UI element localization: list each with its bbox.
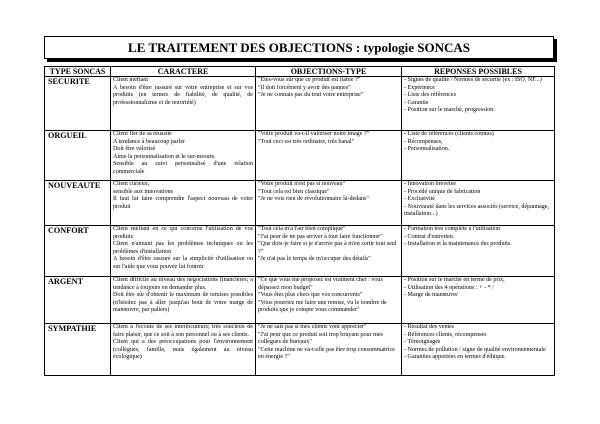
table-row xyxy=(45,77,555,131)
cell-caractere xyxy=(111,181,256,226)
cell-line: - Innovation brevetée xyxy=(404,181,457,187)
cell-line: - Marge de manœuvre xyxy=(404,292,458,299)
cell-line: - Garanties apportées en termes d'éthique. xyxy=(404,354,506,361)
cell-line: sensible aux innovations xyxy=(113,188,173,195)
cell-line: Client fier de sa réussite xyxy=(113,131,172,137)
cell-line: - Nouveauté dans les services associés (service, dépannage, installation...) xyxy=(404,203,550,218)
cell-objections xyxy=(256,277,402,324)
cell-caractere xyxy=(111,226,256,277)
cell-line: Doit être sûr d'obtenir le maximum de remises possibles (n'hésitez pas à aller jusqu'au bout de votre marge de manœuvre, par paliers) xyxy=(113,292,253,314)
table-row xyxy=(45,277,555,324)
cell-line: "Il doit forcément y avoir des pannes" xyxy=(258,84,351,91)
cell-line: - Formation très complète à l'utilisation xyxy=(404,226,501,232)
cell-line: - Garantie xyxy=(404,99,429,106)
cell-type: ORGUEIL xyxy=(45,131,111,181)
cell-line: "Cette machine ne va-t-elle pas être trop consommatrice en énergie ?" xyxy=(258,346,395,361)
cell-type: CONFORT xyxy=(45,226,111,277)
cell-type: SECURITE xyxy=(45,77,111,131)
cell-line: - Références clients, récompenses xyxy=(404,331,487,338)
cell-line: Client n'aimant pas les problèmes techniques ou les problèmes d'installation xyxy=(113,241,253,255)
cell-objections xyxy=(256,131,402,181)
cell-line: "Que dois-je faire si je n'arrive pas à m'en sortir tout seul ?" xyxy=(258,241,397,255)
soncas-table xyxy=(44,66,555,376)
cell-line: "Je ne connais pas du tout votre entreprise" xyxy=(258,92,364,99)
cell-line: Client qui a des préoccupations pour l'environnement (collègues, famille, mais également au niveau écologique) xyxy=(113,339,253,361)
cell-line: "Tout ceci est très ordinaire, très banal" xyxy=(258,138,355,145)
header-row xyxy=(45,67,555,77)
header-type: TYPE SONCAS xyxy=(45,67,111,77)
cell-line: - Utilisation des 4 opérations : + - * / xyxy=(404,284,494,291)
cell-objections xyxy=(256,77,402,131)
cell-line: A tendance à beaucoup parler xyxy=(113,138,186,145)
cell-line: - Installation et la maintenance des produits. xyxy=(404,241,512,248)
cell-line: Doit être valorisé xyxy=(113,146,156,153)
cell-line: A besoin d'être rassuré sur la simplicité d'utilisation ou sur l'aide que vous pouvez lui fournir xyxy=(113,256,253,270)
cell-line: - Liste de références (clients connus) xyxy=(404,131,494,137)
cell-caractere xyxy=(111,324,256,376)
cell-line: "Tout cela m'a l'air bien compliqué" xyxy=(258,226,346,232)
cell-caractere xyxy=(111,131,256,181)
page-title: LE TRAITEMENT DES OBJECTIONS : typologie SONCAS xyxy=(44,36,554,59)
header-caractere: CARACTERE xyxy=(111,67,256,77)
cell-line: "J'ai peur que ce produit soit trop bruyant pour mes collègues de bureaux" xyxy=(258,331,383,346)
cell-reponses xyxy=(402,77,555,131)
cell-line: "Etes-vous sûr que ce produit est fiable ?" xyxy=(258,77,361,83)
cell-line: Client méfiant en ce qui concerne l'utilisation de vos produits xyxy=(113,226,253,240)
cell-caractere xyxy=(111,77,256,131)
cell-type: SYMPATHIE xyxy=(45,324,111,376)
cell-line: - Normes de pollution / signe de qualité environnementale xyxy=(404,346,546,353)
cell-type: NOUVEAUTE xyxy=(45,181,111,226)
cell-line: - Personnalisation. xyxy=(404,146,450,153)
cell-line: Sensible au suivi personnalisé d'une relation commerciale xyxy=(113,161,253,175)
cell-line: - Expérience xyxy=(404,84,435,91)
cell-type: ARGENT xyxy=(45,277,111,324)
cell-line: "Votre produit va-t-il valoriser notre image ?" xyxy=(258,131,370,137)
cell-line: - Témoignages xyxy=(404,339,441,346)
cell-objections xyxy=(256,324,402,376)
cell-line: Aime la personnalisation et le sur-mesure. xyxy=(113,153,216,160)
cell-line: A besoin d'être rassuré sur votre entreprise et sur vos produits (en termes de fiabilité, de qualité, de professionnalisme et de notoriété) xyxy=(113,84,253,106)
cell-line: Client à l'écoute de ses interlocuteurs; très soucieux de faire plaisir, que ce soit à son personnel ou à ses clients. xyxy=(113,324,253,338)
cell-line: "Je ne sais pas si mes clients vont apprécier" xyxy=(258,324,367,330)
cell-line: "Votre produit n'est pas si nouveau" xyxy=(258,181,346,187)
cell-line: Il faut lui faire comprendre l'aspect nouveau de votre produit xyxy=(113,196,253,210)
cell-line: "Vous pourriez me faire une remise, vu le nombre de produits que je compte vous commander" xyxy=(258,299,387,314)
cell-line: - Procédé unique de fabrication xyxy=(404,188,481,195)
cell-line: - Liste des références xyxy=(404,92,456,99)
table-row xyxy=(45,131,555,181)
table-row xyxy=(45,181,555,226)
cell-line: - Contrat d'entretien. xyxy=(404,233,455,240)
cell-line: "Ce que vous me proposez est vraiment cher : vous dépassez mon budget" xyxy=(258,277,383,291)
table-row xyxy=(45,226,555,277)
cell-reponses xyxy=(402,226,555,277)
cell-line: Client curieux; xyxy=(113,181,150,187)
cell-reponses xyxy=(402,324,555,376)
cell-line: "Tout cela est bien classique" xyxy=(258,188,330,195)
cell-objections xyxy=(256,226,402,277)
header-reponses: REPONSES POSSIBLES xyxy=(402,67,555,77)
header-objections: OBJECTIONS-TYPE xyxy=(256,67,402,77)
cell-reponses xyxy=(402,181,555,226)
cell-line: "Vous êtes plus chers que vos concurrents" xyxy=(258,292,363,299)
cell-caractere xyxy=(111,277,256,324)
cell-objections xyxy=(256,181,402,226)
cell-line: - Exclusivité xyxy=(404,196,435,203)
cell-line: - Position sur le marché en terme de prix, xyxy=(404,277,505,283)
cell-line: - Récompenses, xyxy=(404,138,443,145)
cell-line: - Signes de qualité / Normes de sécurité (ex : ISO, NF...) xyxy=(404,77,542,83)
cell-line: - Résultat des ventes xyxy=(404,324,455,330)
table-row xyxy=(45,324,555,376)
cell-line: "Je n'ai pas le temps de m'occuper des détails" xyxy=(258,256,371,263)
cell-line: "J'ai peur de ne pas arriver à tout faire fonctionner" xyxy=(258,233,383,240)
cell-line: "Je ne vois rien de révolutionnaire là-dedans" xyxy=(258,196,369,203)
cell-line: Client difficile au niveau des négociations financières; a tendance à toujours en demander plus. xyxy=(113,277,253,291)
cell-reponses xyxy=(402,277,555,324)
cell-reponses xyxy=(402,131,555,181)
cell-line: Client méfiant xyxy=(113,77,149,83)
cell-line: - Position sur le marché, progression. xyxy=(404,107,495,114)
